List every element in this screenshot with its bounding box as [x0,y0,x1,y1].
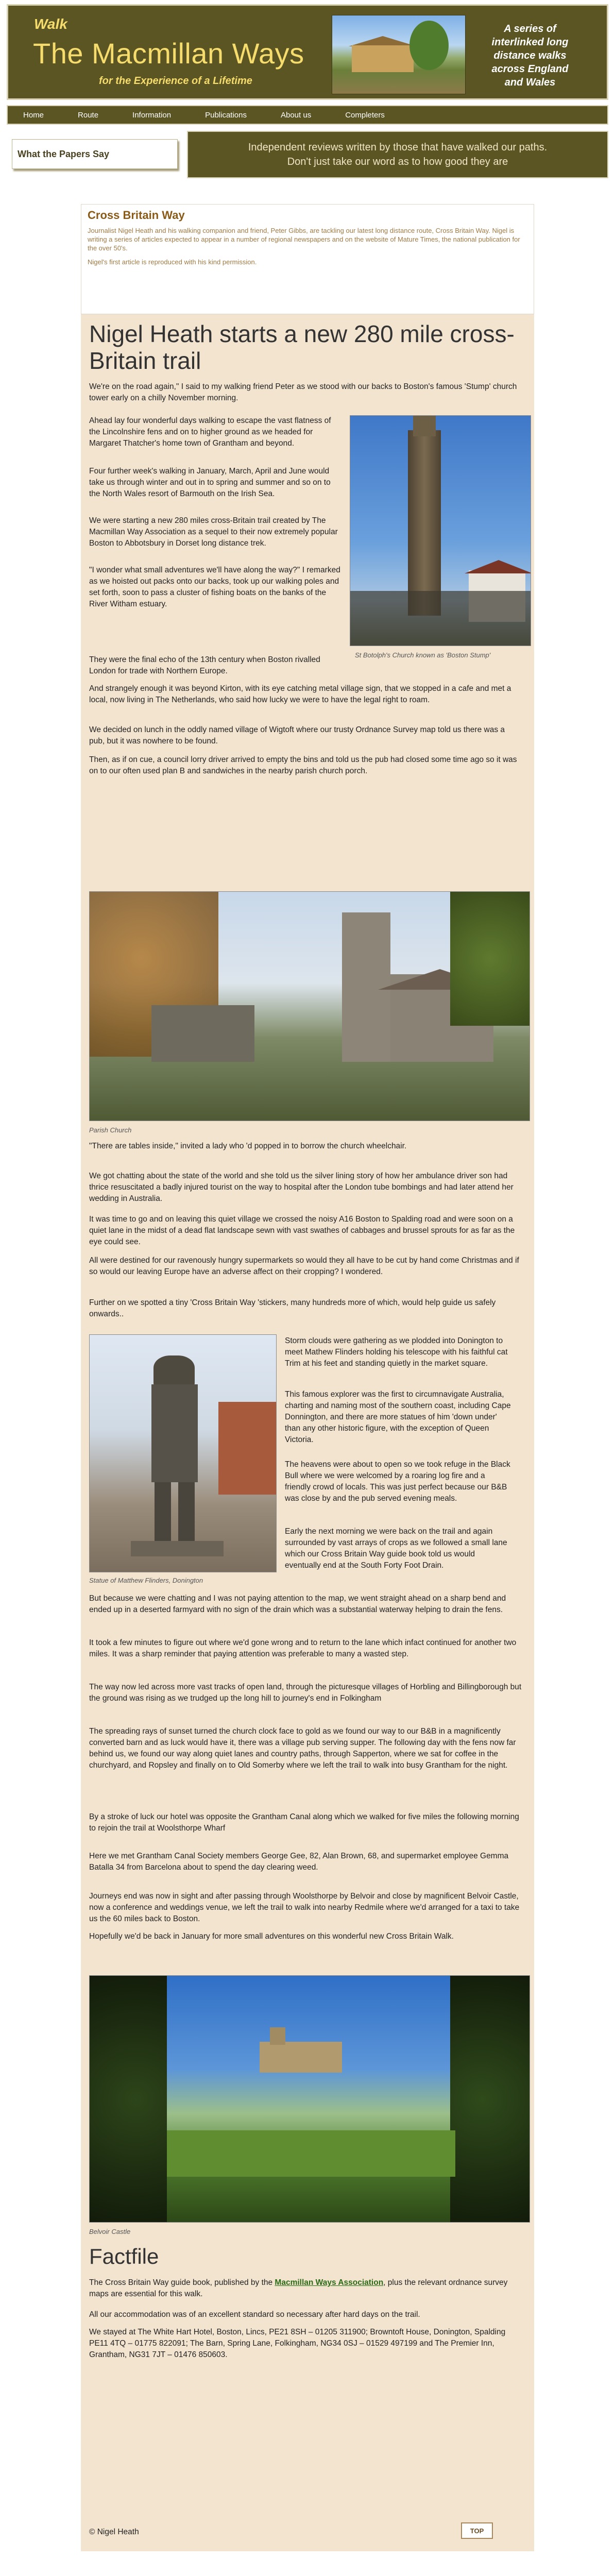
flinders-photo-caption: Statue of Matthew Flinders, Donington [89,1577,203,1584]
article-paragraph: This famous explorer was the first to circumnavigate Australia, charting and naming most of the southern coast, including Cape Donnington, and there are more statues of him 'down under' than any other historic figure, with the exception of Queen Victoria. [285,1390,511,1444]
article-paragraph: Storm clouds were gathering as we plodded into Donington to meet Mathew Flinders holding his telescope with his faithful cat Trim at his feet and standing quietly in the market square. [285,1336,508,1368]
article-paragraph: And strangely enough it was beyond Kirton, with its eye catching metal village sign, that we stopped in a cafe and met a local, now living in The Netherlands, who said how lucky we were to have the legal right to roam. [89,684,511,704]
article-paragraph: Four further week's walking in January, March, April and June would take us through winter and out in to spring and summer and so on to the North Wales resort of Barmouth on the Irish Sea. [89,467,331,498]
header-village-photo [332,15,466,94]
intro-title: Cross Britain Way [88,209,185,222]
nav-publications[interactable]: Publications [205,110,247,120]
factfile-heading: Factfile [89,2244,159,2268]
article-paragraph: It took a few minutes to figure out where we'd gone wrong and to return to the lane which infact continued for another two miles. It was a sharp reminder that paying attention was preferable to many a wasted step. [89,1638,517,1658]
intro-paragraph: Journalist Nigel Heath and his walking companion and friend, Peter Gibbs, are tackling our latest long distance route, Cross Britain Way. Nigel is writing a series of articles expected to appear in a number of regional newspapers and on the website of Mature Times, the national publication for the over 50's. [88,227,520,252]
nav-route[interactable]: Route [78,110,99,120]
main-nav [7,105,608,125]
papers-description-line2: Don't just take our word as to how good they are [287,156,508,167]
article-paragraph: Early the next morning we were back on the trail and again surrounded by vast arrays of crops as we followed a small lane which our Cross Britain Way guide book told us would eventually end at the South Forty Foot Drain. [285,1527,507,1570]
intro-permission: Nigel's first article is reproduced with his kind permission. [88,258,257,266]
factfile-guidebook [89,2277,522,2300]
papers-banner [7,131,608,179]
article-content [81,204,534,2551]
nav-about-us[interactable]: About us [280,110,312,120]
nav-information[interactable]: Information [132,110,172,120]
macmillan-ways-association-link[interactable]: Macmillan Ways Association [275,2278,384,2287]
article-paragraph: We decided on lunch in the oddly named village of Wigtoft where our trusty Ordnance Survey map told us there was a pub, but it was nowhere to be found. [89,725,505,745]
article-paragraph: The heavens were about to open so we took refuge in the Black Bull where we were welcomed by a roaring log fire and a friendly crowd of locals. This was just perfect because our B&B was close by and the pub served evening meals. [285,1460,510,1503]
article-paragraph: But because we were chatting and I was not paying attention to the map, we went straight ahead on a sharp bend and ended up in a deserted farmyard with no sign of the drain which was a substantial waterway helping to drain the fens. [89,1594,506,1614]
intro-box [81,204,534,314]
article-paragraph: We got chatting about the state of the world and she told us the silver lining story of how her ambulance driver son had thrice resuscitated a badly injured tourist on the way to hospital after the London tube bombings and had later attend her wedding in Australia. [89,1172,514,1203]
parish-photo-caption: Parish Church [89,1126,132,1134]
copyright: © Nigel Heath [89,2528,139,2536]
site-subtitle: for the Experience of a Lifetime [99,75,252,87]
article-paragraph: Ahead lay four wonderful days walking to escape the vast flatness of the Lincolnshire fens and on to higher ground as we headed for Margaret Thatcher's home town of Grantham and beyond. [89,416,331,448]
papers-heading: What the Papers Say [12,139,178,169]
article-paragraph: Here we met Grantham Canal Society members George Gee, 82, Alan Brown, 68, and supermarket employee Gemma Batalla 34 from Barcelona about to spend the day clearing weed. [89,1852,509,1872]
article-paragraph: It was time to go and on leaving this quiet village we crossed the noisy A16 Boston to Spalding road and were soon on a quiet lane in the midst of a dead flat landscape sewn with vast swathes of cabbages and brussel sprouts for as far as the eye could see. [89,1215,515,1246]
article-paragraph: They were the final echo of the 13th century when Boston rivalled London for trade with Northern Europe. [89,655,320,675]
article-paragraph: The way now led across more vast tracks of open land, through the picturesque villages of Horbling and Billingborough but the ground was rising as we trudged up the long hill to journey's end in Folkingham [89,1683,522,1703]
article-paragraph: By a stroke of luck our hotel was opposite the Grantham Canal along which we walked for five miles the following morning to rejoin the trail at Woolsthorpe Wharf [89,1812,519,1833]
papers-description [187,131,608,178]
back-to-top-button[interactable]: TOP [461,2522,493,2539]
factfile-guidebook-text: The Cross Britain Way guide book, published by the [89,2278,275,2287]
parish-church-photo [89,891,530,1121]
site-header [7,4,608,100]
factfile-accommodation: All our accommodation was of an excellent standard so necessary after hard days on the trail. [89,2310,420,2319]
article-paragraph: "I wonder what small adventures we'll have along the way?" I remarked as we hoisted out packs onto our backs, took up our walking poles and set forth, soon to pass a cluster of fishing boats on the banks of the River Witham estuary. [89,566,340,608]
article-paragraph: Then, as if on cue, a council lorry driver arrived to empty the bins and told us the pub had closed some time ago so it was on to our often used plan B and sandwiches in the nearby parish church porch. [89,755,517,775]
stump-church-photo [350,415,531,646]
article-paragraph: Journeys end was now in sight and after passing through Woolsthorpe by Belvoir and close by magnificent Belvoir Castle, now a conference and weddings venue, we left the trail to walk into nearby Redmile where we'd arranged for a taxi to take us the 60 miles back to Boston. [89,1892,520,1923]
article-paragraph: The spreading rays of sunset turned the church clock face to gold as we found our way to our B&B in a magnificently converted barn and as luck would have it, there was a village pub serving supper. The following day with the fens now far behind us, we found our way along quiet lanes and country paths, through Sapperton, where we sat for coffee in the churchyard, and Ropsley and finally on to Old Somerby where we left the trail to walk into busy Grantham for the night. [89,1727,516,1770]
belvoir-photo-caption: Belvoir Castle [89,2228,131,2235]
stump-photo-caption: St Botolph's Church known as 'Boston Stump' [355,651,491,659]
site-title[interactable]: The Macmillan Ways [33,37,304,70]
article-paragraph: "There are tables inside," invited a lady who 'd popped in to borrow the church wheelchair. [89,1142,407,1150]
article-paragraph: Hopefully we'd be back in January for more small adventures on this wonderful new Cross Britain Walk. [89,1932,454,1941]
header-walk-label: Walk [34,16,67,32]
nav-home[interactable]: Home [23,110,44,120]
nav-completers[interactable]: Completers [345,110,385,120]
article-paragraph: We're on the road again," I said to my walking friend Peter as we stood with our backs to Boston's famous 'Stump' church tower early on a chilly November morning. [89,382,517,402]
article-paragraph: All were destined for our ravenously hungry supermarkets so would they all have to be cut by hand come Christmas and if so would our leaving Europe have an adverse affect on their cropping? I wondered. [89,1256,519,1276]
header-tagline: A series of interlinked long distance walks across England and Wales [491,23,569,88]
article-paragraph: We were starting a new 280 miles cross-Britain trail created by The Macmillan Way Association as a sequel to their now extremely popular Boston to Abbotsbury in Dorset long distance trek. [89,516,338,548]
article-title: Nigel Heath starts a new 280 mile cross-Britain trail [89,320,515,374]
papers-description-line1: Independent reviews written by those that have walked our paths. [248,142,548,153]
factfile-guidebook-text-end: , plus the relevant ordnance survey maps are essential for this walk. [89,2278,508,2298]
article-paragraph: Further on we spotted a tiny 'Cross Britain Way 'stickers, many hundreds more of which, would help guide us safely onwards.. [89,1298,496,1318]
belvoir-castle-photo [89,1975,530,2223]
flinders-statue-photo [89,1334,277,1572]
factfile-hotels: We stayed at The White Hart Hotel, Boston, Lincs, PE21 8SH – 01205 311900; Browntoft House, Donington, Spalding PE11 4TQ – 01775 822091; The Barn, Spring Lane, Folkingham, NG34 0SJ – 01529 497199 and The Premier Inn, Grantham, NG31 7JT – 01476 850603. [89,2328,506,2359]
